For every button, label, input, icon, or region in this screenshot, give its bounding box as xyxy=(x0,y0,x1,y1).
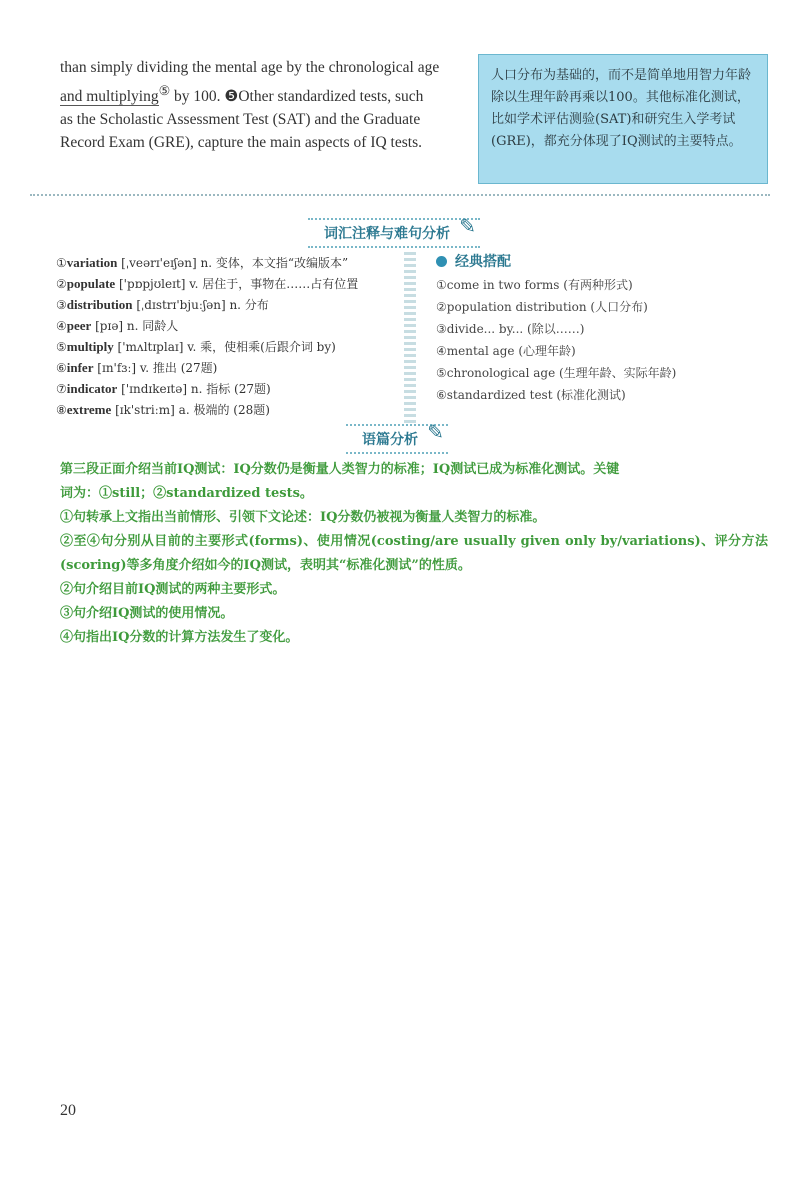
vocab-item: ①variation [ˌveərɪ'eɪʃən] n. 变体，本文指“改编版本” xyxy=(56,255,349,270)
passage-line: Record Exam (GRE), capture the main aspects of IQ tests. xyxy=(60,134,422,152)
vocab-section-banner xyxy=(308,214,480,248)
analysis-heading: ④句指出IQ分数的计算方法发生了变化。 xyxy=(60,630,299,645)
analysis-heading: ①句转承上文指出当前情形、引领下文论述：IQ分数仍被视为衡量人类智力的标准。 xyxy=(60,510,546,525)
column-separator xyxy=(404,252,416,424)
bullet-icon xyxy=(436,256,447,267)
passage-line: as the Scholastic Assessment Test (SAT) and the Graduate xyxy=(60,111,421,129)
vocab-item: ⑤multiply ['mʌltɪplaɪ] v. 乘，使相乘(后跟介词 by) xyxy=(56,339,336,354)
vocab-item: ③distribution [ˌdɪstrɪ'bjuːʃən] n. 分布 xyxy=(56,297,269,312)
passage-text: by 100. xyxy=(170,88,225,106)
collocations-list xyxy=(436,276,756,408)
vocab-item: ②populate ['pɒpjʊleɪt] v. 居住于，事物在……占有位置 xyxy=(56,276,359,291)
analysis-heading: ②至④句分别从目前的主要形式(forms)、使用情况(costing/are usually given only by/variations)、评分方法(scoring)等多角度介绍如今的IQ测试，表明其“标准化测试”的性质。 xyxy=(60,534,768,573)
quill-icon: ✎ xyxy=(427,420,444,444)
collocations-title: 经典搭配 xyxy=(455,254,511,270)
collocation-item: ⑥standardized test (标准化测试) xyxy=(436,388,626,402)
passage-line xyxy=(60,79,480,108)
vocab-item: ⑥infer [ɪn'fɜː] v. 推出 (27题) xyxy=(56,360,218,375)
quill-icon: ✎ xyxy=(459,214,476,238)
collocations-header xyxy=(436,250,756,272)
dotted-divider xyxy=(30,194,770,196)
vocab-section-title: 词汇注释与难句分析 xyxy=(324,226,450,242)
analysis-summary: 词为：①still；②standardized tests。 xyxy=(60,486,313,501)
analysis-heading: ②句介绍目前IQ测试的两种主要形式。 xyxy=(60,582,286,597)
vocab-item: ⑦indicator ['ɪndɪkeɪtə] n. 指标 (27题) xyxy=(56,381,271,396)
analysis-summary: 第三段正面介绍当前IQ测试：IQ分数仍是衡量人类智力的标准；IQ测试已成为标准化测试。关键 xyxy=(60,462,620,477)
translation-box: 人口分布为基础的，而不是简单地用智力年龄除以生理年龄再乘以100。其他标准化测试，比如学术评估测验(SAT)和研究生入学考试(GRE)，都充分体现了IQ测试的主要特点。 xyxy=(478,54,768,184)
analysis-section-banner xyxy=(346,420,448,454)
passage-text: ❺Other standardized tests, such xyxy=(224,88,424,106)
vocab-list xyxy=(56,254,416,422)
collocations-panel xyxy=(436,250,756,408)
page-number: 20 xyxy=(60,1102,76,1119)
collocation-item: ②population distribution (人口分布) xyxy=(436,300,648,314)
collocation-item: ①come in two forms (有两种形式) xyxy=(436,278,633,292)
collocation-item: ⑤chronological age (生理年龄、实际年龄) xyxy=(436,366,677,380)
collocation-item: ④mental age (心理年龄) xyxy=(436,344,576,358)
passage-underlined-text: and multiplying xyxy=(60,88,159,106)
vocab-item: ⑧extreme [ɪk'striːm] a. 极端的 (28题) xyxy=(56,402,270,417)
vocab-item: ④peer [pɪə] n. 同龄人 xyxy=(56,318,179,333)
passage-line: than simply dividing the mental age by the chronological age xyxy=(60,59,440,76)
collocation-item: ③divide... by... (除以……) xyxy=(436,322,585,336)
analysis-heading: ③句介绍IQ测试的使用情况。 xyxy=(60,606,234,621)
analysis-text xyxy=(60,458,768,650)
passage-footnote-mark: ⑤ xyxy=(158,83,171,98)
english-passage xyxy=(60,56,480,154)
analysis-section-title: 语篇分析 xyxy=(362,432,418,448)
